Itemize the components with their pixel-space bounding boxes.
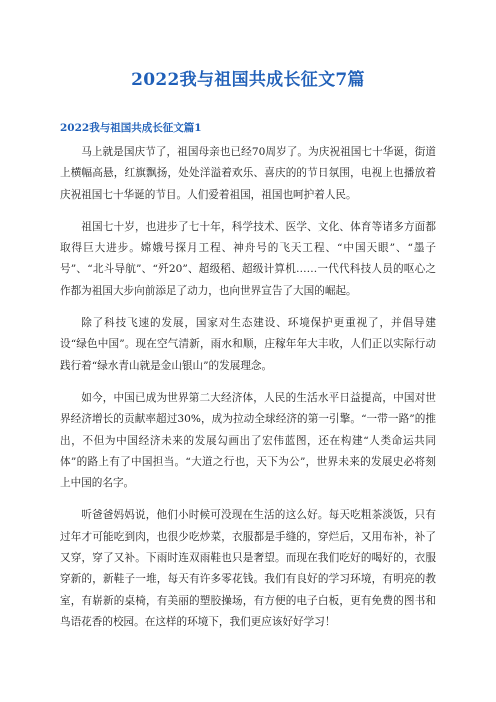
- document-title: 2022我与祖国共成长征文7篇: [131, 70, 365, 90]
- section-title: 2022我与祖国共成长征文篇1: [60, 122, 202, 134]
- paragraph: 祖国七十岁，也进步了七十年，科学技术、医学、文化、体育等诸多方面都取得巨大进步。嫦娥号探月工程、神舟号的飞天工程、“中国天眼”、“墨子号”、“北斗导航”、“歼20”、超级稻、超级计算机……一代代科技人员的呕心之作都为祖国大步向前添足了动力，也向世界宣告了大国的崛起。: [60, 220, 436, 297]
- paragraph: 听爸爸妈妈说，他们小时候可没现在生活的这么好。每天吃粗茶淡饭，只有过年才可能吃到肉，也很少吃炒菜，衣服都是手缝的，穿烂后，又用布补，补了又穿，穿了又补。下雨时连双雨鞋也只是奢望。而现在我们吃好的喝好的，衣服穿新的，新鞋子一堆，每天有许多零花钱。我们有良好的学习环境，有明亮的教室，有崭新的桌椅，有美丽的塑胶操场，有方便的电子白板，更有免费的图书和鸟语花香的校园。在这样的环境下，我们更应该好好学习！: [60, 509, 436, 628]
- paragraph: 除了科技飞速的发展，国家对生态建设、环境保护更重视了，并倡导建设“绿色中国”。现在空气清新，雨水和顺，庄稼年年大丰收，人们正以实际行动践行着“绿水青山就是金山银山”的发展理念。: [60, 317, 436, 372]
- paragraph: 马上就是国庆节了，祖国母亲也已经70周岁了。为庆祝祖国七十华诞，街道上横幅高悬，红旗飘扬，处处洋溢着欢乐、喜庆的的节日氛围，电视上也播放着庆祝祖国七十华诞的节目。人们爱着祖国，祖国也呵护着人民。: [60, 146, 436, 201]
- paragraph: 如今，中国已成为世界第二大经济体，人民的生活水平日益提高，中国对世界经济增长的贡献率超过30%，成为拉动全球经济的第一引擎。“一带一路”的推出，不但为中国经济未来的发展勾画出了宏伟蓝图，还在构建“人类命运共同体”的路上有了中国担当。“大道之行也，天下为公”，世界未来的发展史必将刻上中国的名字。: [60, 391, 436, 490]
- document-body: [60, 142, 436, 633]
